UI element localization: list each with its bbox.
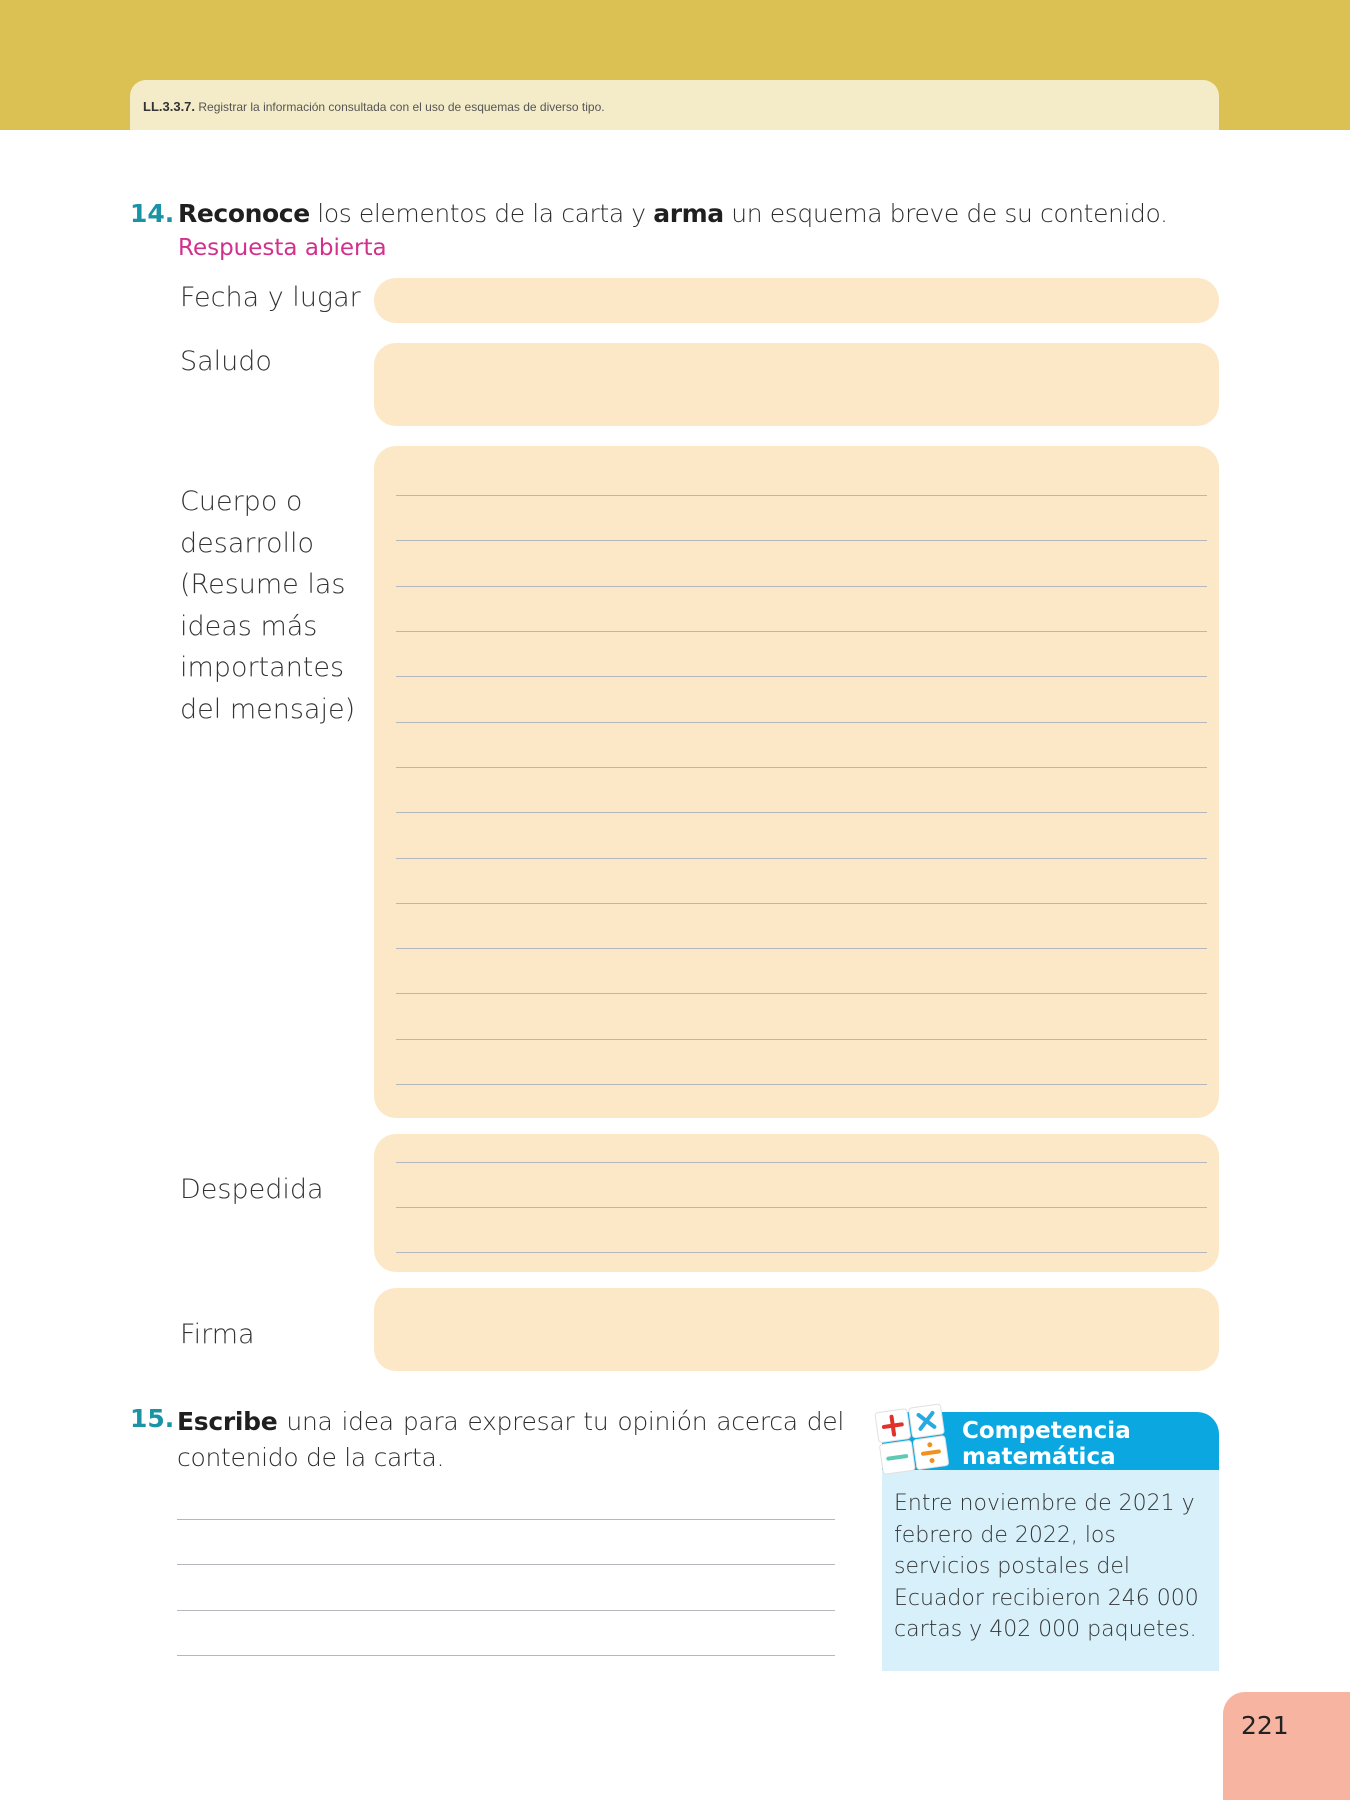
question-15-text bbox=[177, 1404, 844, 1476]
q14-text-part2: un esquema breve de su contenido. bbox=[723, 199, 1168, 228]
page-number: 221 bbox=[1241, 1711, 1289, 1740]
writing-line bbox=[396, 993, 1207, 994]
writing-line bbox=[396, 722, 1207, 723]
skill-text: Registrar la información consultada con el uso de esquemas de diverso tipo. bbox=[198, 100, 605, 114]
writing-line bbox=[396, 858, 1207, 859]
label-fecha-lugar: Fecha y lugar bbox=[180, 282, 361, 313]
label-despedida: Despedida bbox=[180, 1174, 324, 1205]
writing-line bbox=[396, 586, 1207, 587]
field-fecha-lugar[interactable] bbox=[374, 278, 1219, 323]
answer-line[interactable] bbox=[177, 1519, 835, 1520]
writing-line bbox=[396, 812, 1207, 813]
writing-line bbox=[396, 903, 1207, 904]
label-cuerpo: Cuerpo o desarrollo (Resume las ideas más importantes del mensaje) bbox=[180, 486, 356, 725]
writing-line bbox=[396, 631, 1207, 632]
skill-banner bbox=[130, 80, 1219, 130]
writing-line bbox=[396, 676, 1207, 677]
field-despedida[interactable] bbox=[374, 1134, 1219, 1272]
question-15-number: 15. bbox=[130, 1404, 175, 1433]
field-cuerpo[interactable] bbox=[374, 446, 1219, 1118]
competencia-title-line1: Competencia bbox=[962, 1418, 1131, 1444]
label-saludo: Saludo bbox=[180, 346, 272, 377]
question-14-number: 14. bbox=[130, 199, 175, 228]
field-firma[interactable] bbox=[374, 1288, 1219, 1371]
question-14-text bbox=[178, 199, 1168, 228]
writing-line bbox=[396, 1162, 1207, 1163]
math-operations-icon bbox=[873, 1400, 953, 1480]
writing-line bbox=[396, 948, 1207, 949]
label-firma: Firma bbox=[180, 1319, 255, 1350]
q14-verb-arma: arma bbox=[653, 199, 724, 228]
answer-line[interactable] bbox=[177, 1610, 835, 1611]
q15-verb-escribe: Escribe bbox=[177, 1407, 278, 1436]
answer-line[interactable] bbox=[177, 1564, 835, 1565]
writing-line bbox=[396, 495, 1207, 496]
competencia-title-line2: matemática bbox=[962, 1444, 1116, 1470]
writing-line bbox=[396, 540, 1207, 541]
answer-line[interactable] bbox=[177, 1655, 835, 1656]
q14-text-part1: los elementos de la carta y bbox=[309, 199, 654, 228]
writing-line bbox=[396, 1207, 1207, 1208]
q14-verb-reconoce: Reconoce bbox=[178, 199, 310, 228]
writing-line bbox=[396, 1252, 1207, 1253]
page-number-tab bbox=[1223, 1692, 1350, 1800]
writing-line bbox=[396, 1084, 1207, 1085]
field-saludo[interactable] bbox=[374, 343, 1219, 426]
writing-line bbox=[396, 1039, 1207, 1040]
q15-text: una idea para expresar tu opinión acerca del contenido de la carta. bbox=[177, 1407, 844, 1472]
competencia-body: Entre noviembre de 2021 y febrero de 2022, los servicios postales del Ecuador recibieron 246 000 cartas y 402 000 paquetes. bbox=[882, 1470, 1219, 1671]
answer-note: Respuesta abierta bbox=[178, 235, 387, 261]
skill-code: LL.3.3.7. bbox=[143, 99, 196, 114]
writing-line bbox=[396, 767, 1207, 768]
